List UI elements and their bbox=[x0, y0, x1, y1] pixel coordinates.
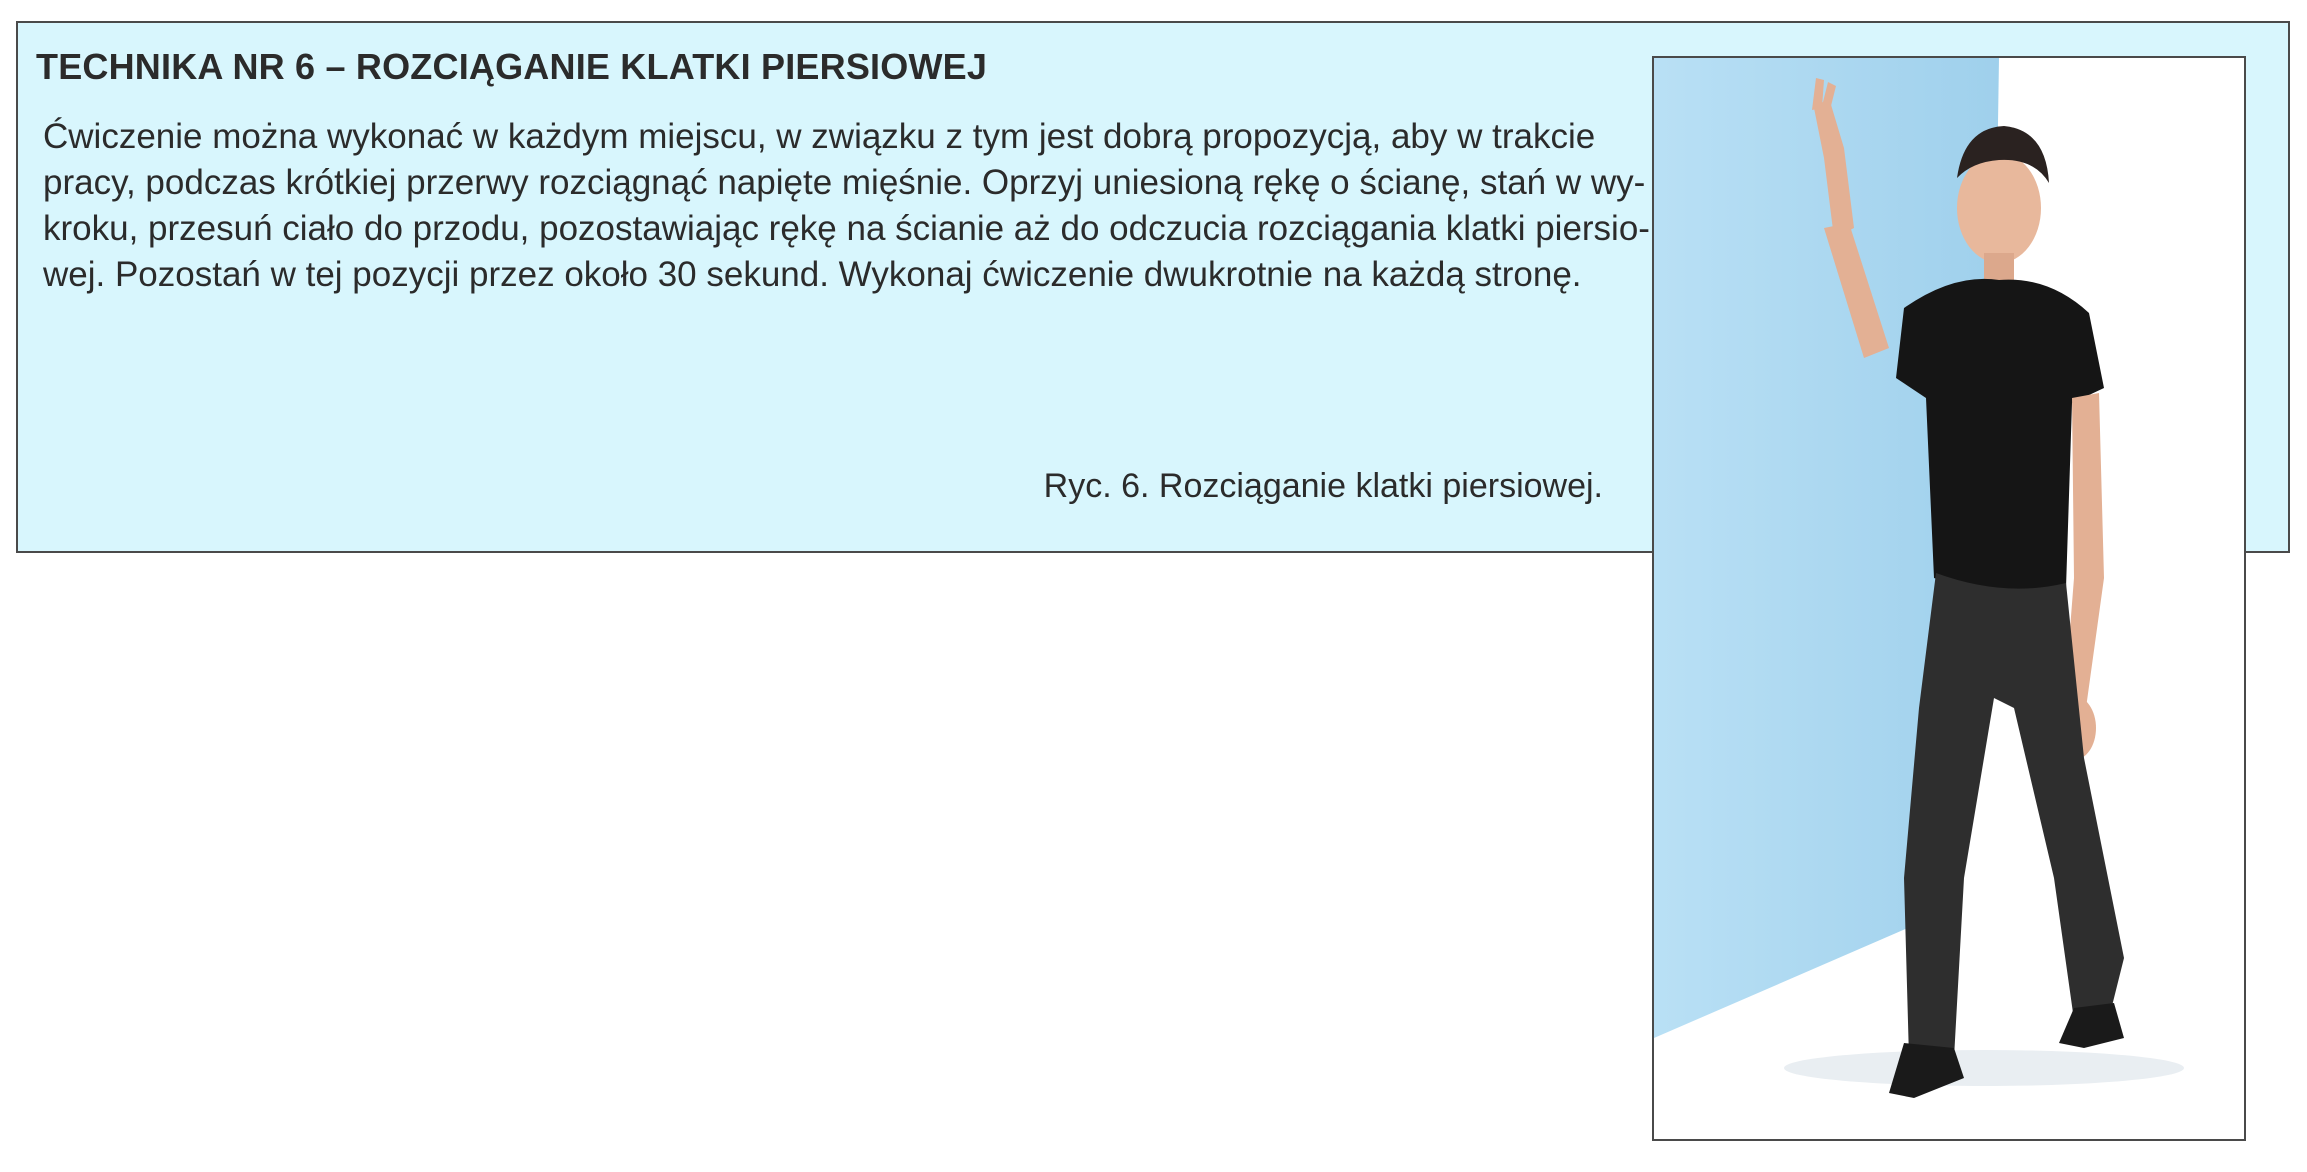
person-stretching-chest-icon bbox=[1654, 58, 2244, 1139]
description-line: wej. Pozostań w tej pozycji przez około 30 sekund. Wykonaj ćwiczenie dwukrotnie na każdą stronę. bbox=[43, 255, 1582, 294]
exercise-photo bbox=[1652, 56, 2246, 1141]
description-line: kroku, przesuń ciało do przodu, pozostawiając rękę na ścianie aż do odczucia rozciągania klatki piersio- bbox=[43, 209, 1650, 248]
figure-caption: Ryc. 6. Rozciąganie klatki piersiowej. bbox=[1043, 467, 1603, 505]
technique-title: TECHNIKA NR 6 – ROZCIĄGANIE KLATKI PIERSIOWEJ bbox=[36, 46, 988, 87]
description-line: Ćwiczenie można wykonać w każdym miejscu, w związku z tym jest dobrą propozycją, aby w trakcie bbox=[43, 117, 1596, 156]
technique-description bbox=[43, 114, 1650, 298]
description-line: pracy, podczas krótkiej przerwy rozciągnąć napięte mięśnie. Oprzyj uniesioną rękę o ścianę, stań w wy- bbox=[43, 163, 1646, 202]
